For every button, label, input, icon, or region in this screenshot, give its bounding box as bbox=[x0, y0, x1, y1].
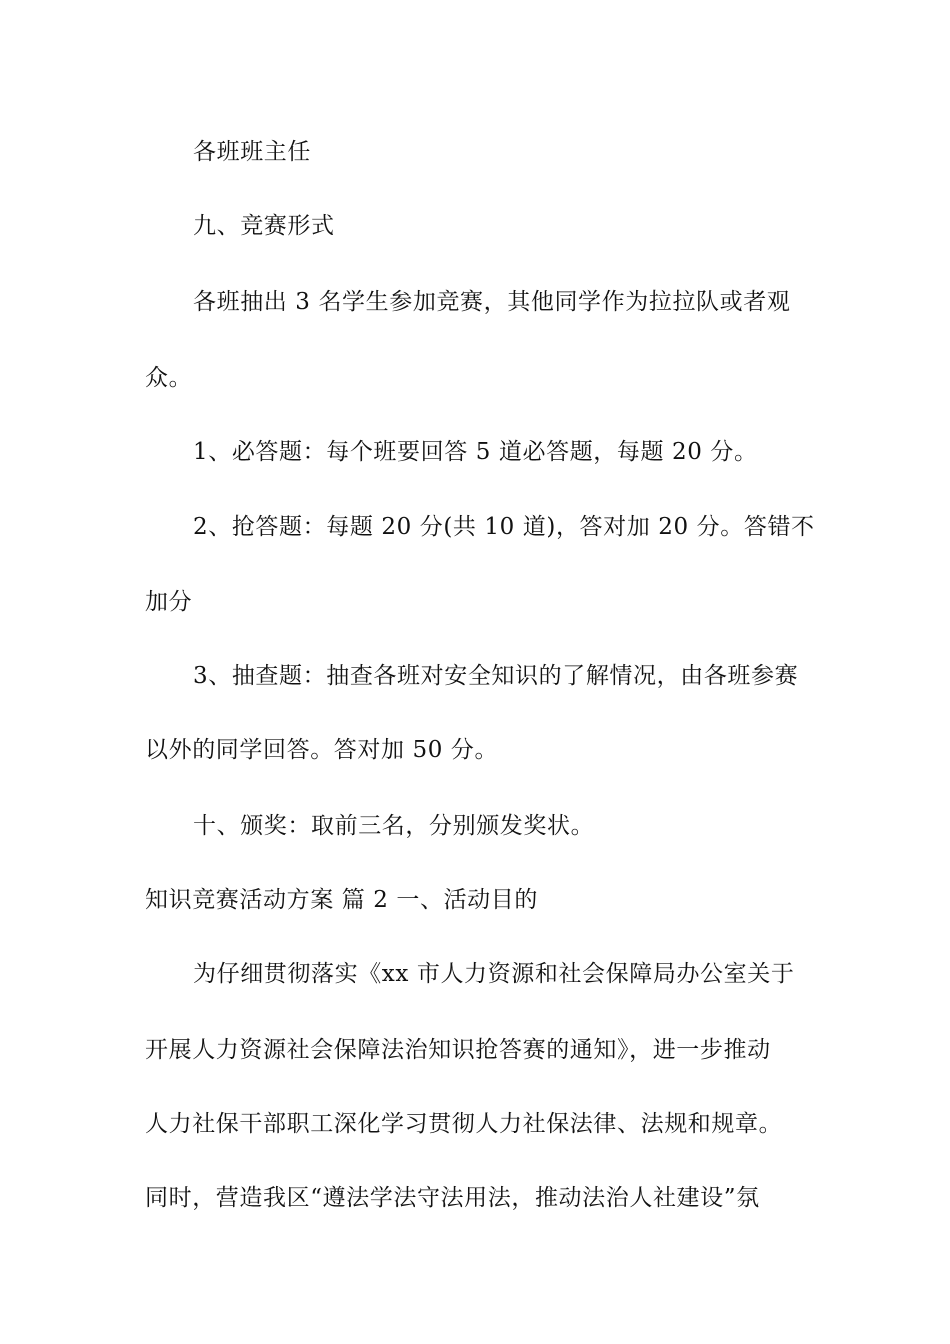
text-line-4: 众。 bbox=[145, 365, 193, 391]
text-line-9: 以外的同学回答。答对加 50 分。 bbox=[145, 737, 499, 763]
text-line-15: 同时，营造我区“遵法学法守法用法，推动法治人社建设”氛 bbox=[145, 1185, 760, 1211]
article-heading: 知识竞赛活动方案 篇 2 一、活动目的 bbox=[145, 887, 538, 913]
text-line-13: 开展人力资源社会保障法治知识抢答赛的通知》，进一步推动 bbox=[145, 1037, 771, 1063]
text-line-6: 2、抢答题：每题 20 分(共 10 道)，答对加 20 分。答错不 bbox=[193, 514, 815, 540]
section-heading-9: 九、竞赛形式 bbox=[193, 213, 335, 239]
text-line-7: 加分 bbox=[145, 589, 193, 615]
text-line-14: 人力社保干部职工深化学习贯彻人力社保法律、法规和规章。 bbox=[145, 1111, 783, 1137]
text-line-12: 为仔细贯彻落实《xx 市人力资源和社会保障局办公室关于 bbox=[193, 961, 795, 987]
text-line-5: 1、必答题：每个班要回答 5 道必答题，每题 20 分。 bbox=[193, 439, 758, 465]
text-line-8: 3、抽查题：抽查各班对安全知识的了解情况，由各班参赛 bbox=[193, 663, 799, 689]
text-line-1: 各班班主任 bbox=[193, 139, 311, 165]
text-line-3: 各班抽出 3 名学生参加竞赛，其他同学作为拉拉队或者观 bbox=[193, 289, 791, 315]
section-heading-10: 十、颁奖：取前三名，分别颁发奖状。 bbox=[193, 813, 595, 839]
